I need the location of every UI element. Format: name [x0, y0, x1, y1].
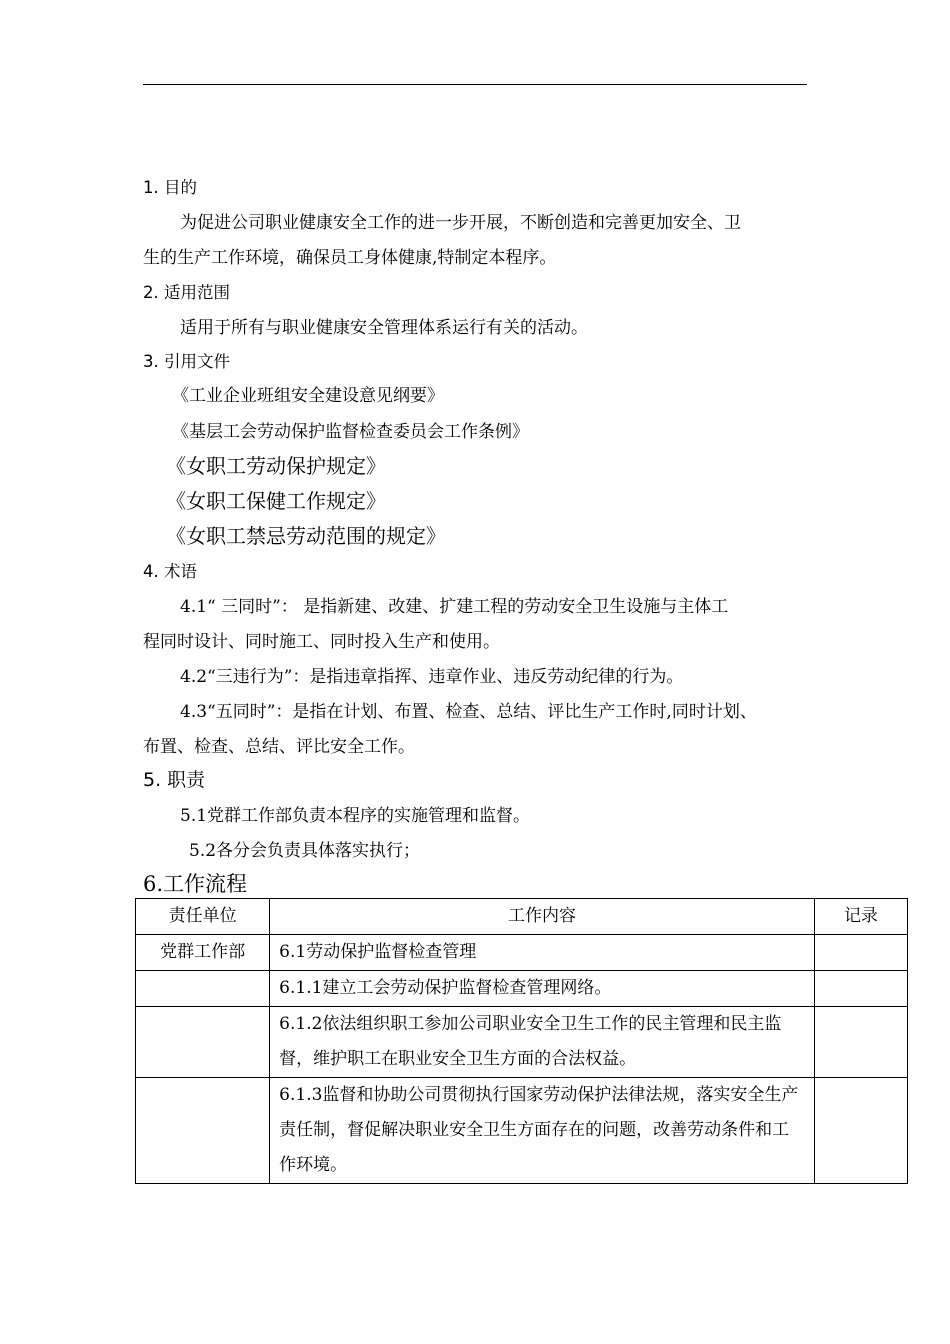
- reference-3: 《女职工劳动保护规定》: [166, 454, 386, 478]
- section-1-heading: 1. 目的: [143, 178, 197, 197]
- section-2-line-1: 适用于所有与职业健康安全管理体系运行有关的活动。: [180, 318, 588, 338]
- reference-1: 《工业企业班组安全建设意见纲要》: [172, 386, 444, 406]
- section-1-line-2: 生的生产工作环境，确保员工身体健康,特制定本程序。: [143, 248, 557, 268]
- reference-5: 《女职工禁忌劳动范围的规定》: [166, 524, 446, 548]
- section-5-heading: 5. 职责: [143, 769, 206, 791]
- workflow-table: [135, 898, 908, 1184]
- cell-content: 6.1.3监督和协助公司贯彻执行国家劳动保护法律法规，落实安全生产责任制，督促解决职业安全卫生方面存在的问题，改善劳动条件和工作环境。: [270, 1078, 815, 1184]
- header-responsible-unit: 责任单位: [136, 899, 270, 935]
- header-rule: [143, 84, 807, 85]
- term-4-2: 4.2“三违行为”：是指违章指挥、违章作业、违反劳动纪律的行为。: [180, 667, 684, 687]
- term-4-3-line-2: 布置、检查、总结、评比安全工作。: [143, 737, 415, 757]
- section-4-heading: 4. 术语: [143, 562, 197, 581]
- cell-unit: [136, 1078, 270, 1184]
- table-header-row: [136, 899, 908, 935]
- cell-content: 6.1劳动保护监督检查管理: [270, 935, 815, 971]
- table-row: [136, 935, 908, 971]
- duty-5-1: 5.1党群工作部负责本程序的实施管理和监督。: [180, 806, 531, 826]
- section-3-heading: 3. 引用文件: [143, 352, 230, 371]
- duty-5-2: 5.2各分会负责具体落实执行；: [189, 841, 421, 861]
- term-4-1-line-1: 4.1“ 三同时”： 是指新建、改建、扩建工程的劳动安全卫生设施与主体工: [180, 597, 729, 617]
- section-1-line-1: 为促进公司职业健康安全工作的进一步开展，不断创造和完善更加安全、卫: [180, 213, 741, 233]
- term-4-3-line-1: 4.3“五同时”：是指在计划、布置、检查、总结、评比生产工作时,同时计划、: [180, 702, 757, 722]
- cell-record: [814, 1078, 907, 1184]
- table-row: [136, 1078, 908, 1184]
- table-row: [136, 971, 908, 1007]
- cell-record: [814, 971, 907, 1007]
- cell-content: 6.1.1建立工会劳动保护监督检查管理网络。: [270, 971, 815, 1007]
- reference-2: 《基层工会劳动保护监督检查委员会工作条例》: [172, 422, 529, 442]
- header-work-content: 工作内容: [270, 899, 815, 935]
- term-4-1-line-2: 程同时设计、同时施工、同时投入生产和使用。: [143, 632, 500, 652]
- header-record: 记录: [814, 899, 907, 935]
- cell-content: 6.1.2依法组织职工参加公司职业安全卫生工作的民主管理和民主监督，维护职工在职业安全卫生方面的合法权益。: [270, 1007, 815, 1078]
- cell-record: [814, 935, 907, 971]
- section-6-heading: 6.工作流程: [143, 872, 248, 896]
- cell-unit: [136, 971, 270, 1007]
- cell-record: [814, 1007, 907, 1078]
- cell-unit: 党群工作部: [136, 935, 270, 971]
- cell-unit: [136, 1007, 270, 1078]
- reference-4: 《女职工保健工作规定》: [166, 489, 386, 513]
- section-2-heading: 2. 适用范围: [143, 283, 230, 302]
- table-row: [136, 1007, 908, 1078]
